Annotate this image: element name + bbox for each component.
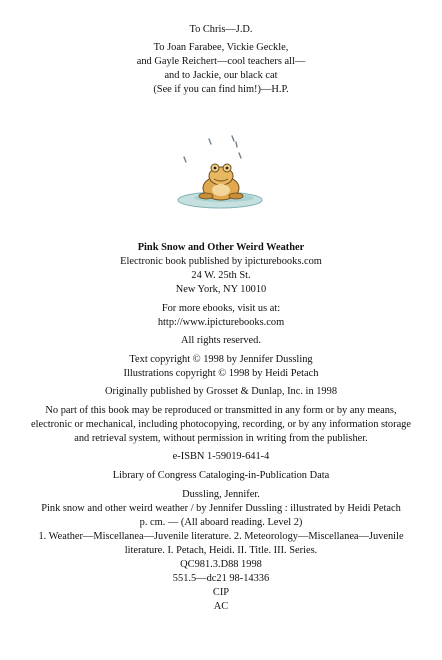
cip-line: literature. I. Petach, Heidi. II. Title. III. Series. bbox=[124, 545, 318, 556]
ebooks-url: http://www.ipicturebooks.com bbox=[157, 317, 285, 328]
legal-notice-line: and retrieval system, without permission in writing from the publisher. bbox=[74, 433, 368, 444]
publisher-line: Electronic book published by ipicturebooks.com bbox=[120, 256, 322, 267]
publisher-address-city: New York, NY 10010 bbox=[175, 284, 267, 295]
cip-heading: Library of Congress Cataloging-in-Publication Data bbox=[112, 470, 330, 481]
frog bbox=[199, 164, 243, 200]
book-title: Pink Snow and Other Weird Weather bbox=[137, 242, 305, 253]
cip-line: p. cm. — (All aboard reading. Level 2) bbox=[139, 517, 303, 528]
raindrops bbox=[184, 136, 241, 162]
dedication-illustrator-line: and to Jackie, our black cat bbox=[164, 70, 278, 81]
ebooks-note: For more ebooks, visit us at: bbox=[161, 303, 281, 314]
original-publication: Originally published by Grosset & Dunlap, Inc. in 1998 bbox=[104, 386, 338, 397]
cip-line: Dussling, Jennifer. bbox=[182, 489, 260, 500]
cip-line: CIP bbox=[212, 587, 230, 598]
cip-line: 1. Weather—Miscellanea—Juvenile literature. 2. Meteorology—Miscellanea—Juvenile bbox=[38, 531, 404, 542]
cip-line: QC981.3.D88 1998 bbox=[180, 559, 262, 570]
isbn: e-ISBN 1-59019-641-4 bbox=[172, 451, 270, 462]
dedication-illustrator-line: (See if you can find him!)—H.P. bbox=[153, 84, 289, 95]
text-copyright: Text copyright © 1998 by Jennifer Dussling bbox=[129, 354, 313, 365]
illustrations-copyright: Illustrations copyright © 1998 by Heidi Petach bbox=[123, 368, 319, 379]
publisher-address-street: 24 W. 25th St. bbox=[191, 270, 251, 281]
cip-line: Pink snow and other weird weather / by Jennifer Dussling : illustrated by Heidi Petach bbox=[41, 503, 401, 514]
cip-line: 551.5—dc21 98-14336 bbox=[172, 573, 270, 584]
dedication-illustrator-line: To Joan Farabee, Vickie Geckle, bbox=[153, 42, 289, 53]
frog-on-lily-pad-illustration bbox=[168, 130, 278, 210]
cip-line: AC bbox=[213, 601, 229, 612]
legal-notice-line: No part of this book may be reproduced or transmitted in any form or by any means, bbox=[45, 405, 397, 416]
dedication-author: To Chris—J.D. bbox=[189, 24, 253, 35]
rights-statement: All rights reserved. bbox=[181, 335, 261, 346]
legal-notice-line: electronic or mechanical, including photocopying, recording, or by any information storage bbox=[30, 419, 411, 430]
dedication-illustrator-line: and Gayle Reichert—cool teachers all— bbox=[136, 56, 306, 67]
